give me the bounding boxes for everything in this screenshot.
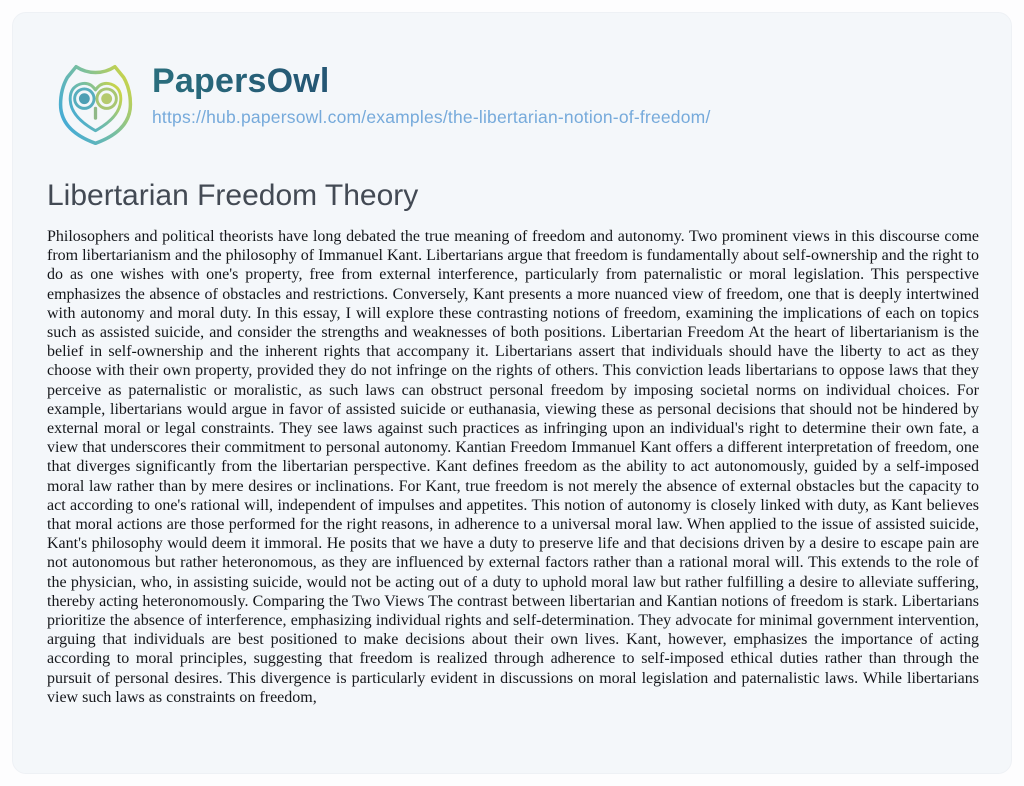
papersowl-owl-logo-icon	[47, 56, 144, 153]
brand-title: PapersOwl	[152, 63, 711, 100]
article-body-text: Philosophers and political theorists have long debated the true meaning of freedom and autonomy. Two prominent views in this discourse come from libertarianism and the philosophy of Immanuel Kant. Libertarians argue that freedom is fundamentally about self-ownership and the right to do as one wishes with one's property, free from external interference, particularly from paternalistic or moral legislation. This perspective emphasizes the absence of obstacles and restrictions. Conversely, Kant presents a more nuanced view of freedom, one that is deeply intertwined with autonomy and moral duty. In this essay, I will explore these contrasting notions of freedom, examining the implications of each on topics such as assisted suicide, and consider the strengths and weaknesses of both positions. Libertarian Freedom At the heart of libertarianism is the belief in self-ownership and the inherent rights that accompany it. Libertarians assert that individuals should have the liberty to act as they choose with their own property, provided they do not infringe on the rights of others. This conviction leads libertarians to oppose laws that they perceive as paternalistic or moralistic, as such laws can obstruct personal freedom by imposing societal norms on individual choices. For example, libertarians would argue in favor of assisted suicide or euthanasia, viewing these as personal decisions that should not be hindered by external moral or legal constraints. They see laws against such practices as infringing upon an individual's right to determine their own fate, a view that underscores their commitment to personal autonomy. Kantian Freedom Immanuel Kant offers a different interpretation of freedom, one that diverges significantly from the libertarian perspective. Kant defines freedom as the ability to act autonomously, guided by a self-imposed moral law rather than by mere desires or inclinations. For Kant, true freedom is not merely the absence of external obstacles but the capacity to act according to one's rational will, independent of impulses and appetites. This notion of autonomy is closely linked with duty, as Kant believes that moral actions are those performed for the right reasons, in adherence to a universal moral law. When applied to the issue of assisted suicide, Kant's philosophy would deem it immoral. He posits that we have a duty to preserve life and that decisions driven by a desire to escape pain are not autonomous but rather heteronomous, as they are influenced by external factors rather than a rational moral will. This extends to the role of the physician, who, in assisting suicide, would not be acting out of a duty to uphold moral law but rather fulfilling a desire to alleviate suffering, thereby acting heteronomously. Comparing the Two Views The contrast between libertarian and Kantian notions of freedom is stark. Libertarians prioritize the absence of interference, emphasizing individual rights and self-determination. They advocate for minimal government intervention, arguing that individuals are best positioned to make decisions about their own lives. Kant, however, emphasizes the importance of acting according to moral principles, suggesting that freedom is realized through adherence to self-imposed ethical duties rather than through the pursuit of personal desires. This divergence is particularly evident in discussions on moral legislation and paternalistic laws. While libertarians view such laws as constraints on freedom,	[47, 228, 979, 706]
content-card	[12, 12, 1012, 774]
article-title: Libertarian Freedom Theory	[47, 179, 419, 212]
source-url-link[interactable]: https://hub.papersowl.com/examples/the-libertarian-notion-of-freedom/	[152, 107, 711, 128]
site-header	[47, 56, 977, 153]
header-text-block	[152, 56, 711, 128]
